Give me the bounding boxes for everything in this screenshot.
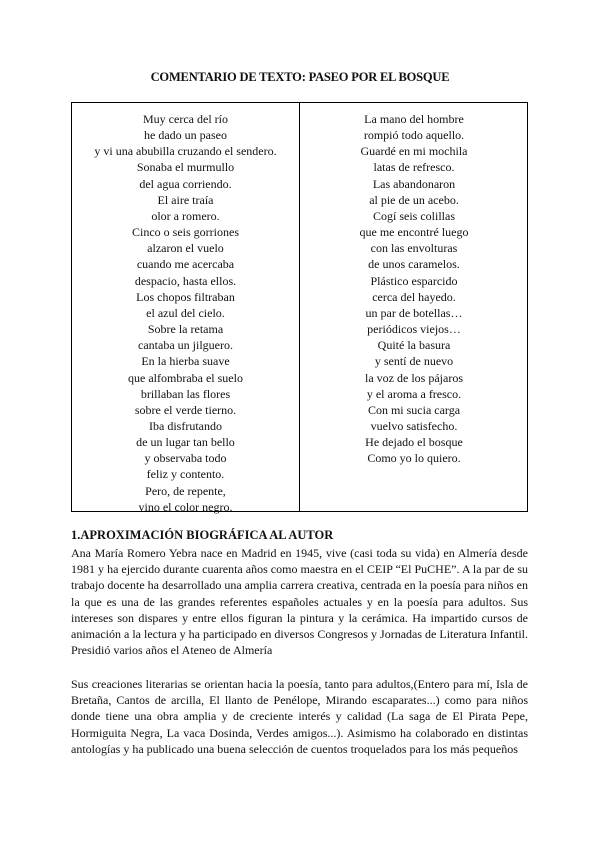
poem-verse: un par de botellas… [365, 305, 463, 320]
poem-box [71, 102, 528, 512]
poem-verse: he dado un paseo [144, 128, 227, 143]
poem-verse: Quité la basura [377, 338, 451, 353]
poem-verse: Cinco o seis gorriones [132, 225, 239, 240]
poem-verse: y observaba todo [144, 451, 227, 466]
poem-verse: cerca del hayedo. [372, 289, 456, 304]
poem-verse: Con mi sucia carga [367, 402, 461, 417]
poem-verse: Los chopos filtraban [136, 289, 235, 304]
poem-verse: Sonaba el murmullo [136, 160, 235, 175]
poem-verse: Las abandonaron [372, 176, 456, 191]
poem-verse: que alfombraba el suelo [128, 370, 243, 385]
poem-verse: Como yo lo quiero. [367, 451, 461, 466]
poem-verse: la voz de los pájaros [365, 370, 463, 385]
poem-verse: Guardé en mi mochila [360, 144, 468, 159]
document-title: COMENTARIO DE TEXTO: PASEO POR EL BOSQUE [150, 70, 450, 84]
poem-verse: con las envolturas [370, 241, 458, 256]
poem-verse: cuando me acercaba [136, 257, 235, 272]
poem-right-column [300, 111, 528, 466]
poem-verse: de un lugar tan bello [136, 435, 235, 450]
poem-verse: olor a romero. [151, 208, 220, 223]
poem-verse: El aire traía [157, 192, 214, 207]
poem-verse: del agua corriendo. [139, 176, 232, 191]
poem-verse: al pie de un acebo. [369, 192, 459, 207]
poem-verse: rompió todo aquello. [363, 128, 465, 143]
poem-verse: latas de refresco. [373, 160, 455, 175]
poem-verse: vino el color negro. [138, 499, 233, 514]
works-paragraph: Sus creaciones literarias se orientan hacia la poesía, tanto para adultos,(Entero para mí, Isla de Bretaña, Cantos de arcilla, El llanto de Penélope, Mirando escaparates...) como para niños donde tiene una obra amplia y de creciente interés y calidad (La saga de El Pirata Pepe, Hormiguita Negra, La vaca Dosinda, Verdes amigos...). Asimismo ha colaborado en distintas antologías y ha publicado una buena selección de cuentos troquelados para los más pequeños [71, 677, 528, 756]
poem-verse: Sobre la retama [147, 322, 224, 337]
poem-verse: He dejado el bosque [365, 435, 463, 450]
poem-verse: feliz y contento. [146, 467, 225, 482]
poem-verse: En la hierba suave [141, 354, 230, 369]
poem-verse: cantaba un jilguero. [138, 338, 233, 353]
poem-verse: despacio, hasta ellos. [134, 273, 237, 288]
poem-verse: La mano del hombre [364, 112, 464, 126]
poem-verse: alzaron el vuelo [147, 241, 224, 256]
poem-verse: y el aroma a fresco. [366, 386, 462, 401]
poem-verse: Muy cerca del río [143, 112, 228, 126]
poem-verse: y sentí de nuevo [374, 354, 454, 369]
poem-verse: sobre el verde tierno. [134, 402, 237, 417]
section-heading: 1.APROXIMACIÓN BIOGRÁFICA AL AUTOR [71, 528, 334, 542]
poem-verse: vuelvo satisfecho. [370, 418, 458, 433]
poem-verse: que me encontré luego [359, 225, 469, 240]
poem-verse: Iba disfrutando [149, 418, 222, 433]
poem-left-column [72, 111, 299, 515]
poem-verse: el azul del cielo. [146, 305, 225, 320]
biography-paragraph: Ana María Romero Yebra nace en Madrid en 1945, vive (casi toda su vida) en Almería desde 1981 y ha ejercido durante cuarenta años como maestra en el CEIP “El PuCHE”. A la par de su trabajo docente ha desarrollado una amplia carrera creativa, centrada en la poesía para niños en la que es una de las grandes referentes españoles actuales y en la poesía para adultos. Sus intereses son dispares y entre ellos figuran la pintura y la cerámica. Ha impartido cursos de animación a la lectura y ha participado en diversos Congresos y Jornadas de Literatura Infantil. Presidió varios años el Ateneo de Almería [71, 546, 528, 658]
poem-verse: brillaban las flores [140, 386, 231, 401]
poem-verse: Pero, de repente, [145, 483, 226, 498]
poem-verse: periódicos viejos… [367, 322, 461, 337]
poem-verse: y vi una abubilla cruzando el sendero. [94, 144, 277, 159]
poem-verse: de unos caramelos. [368, 257, 460, 272]
poem-verse: Cogí seis colillas [373, 208, 455, 223]
poem-verse: Plástico esparcido [370, 273, 458, 288]
